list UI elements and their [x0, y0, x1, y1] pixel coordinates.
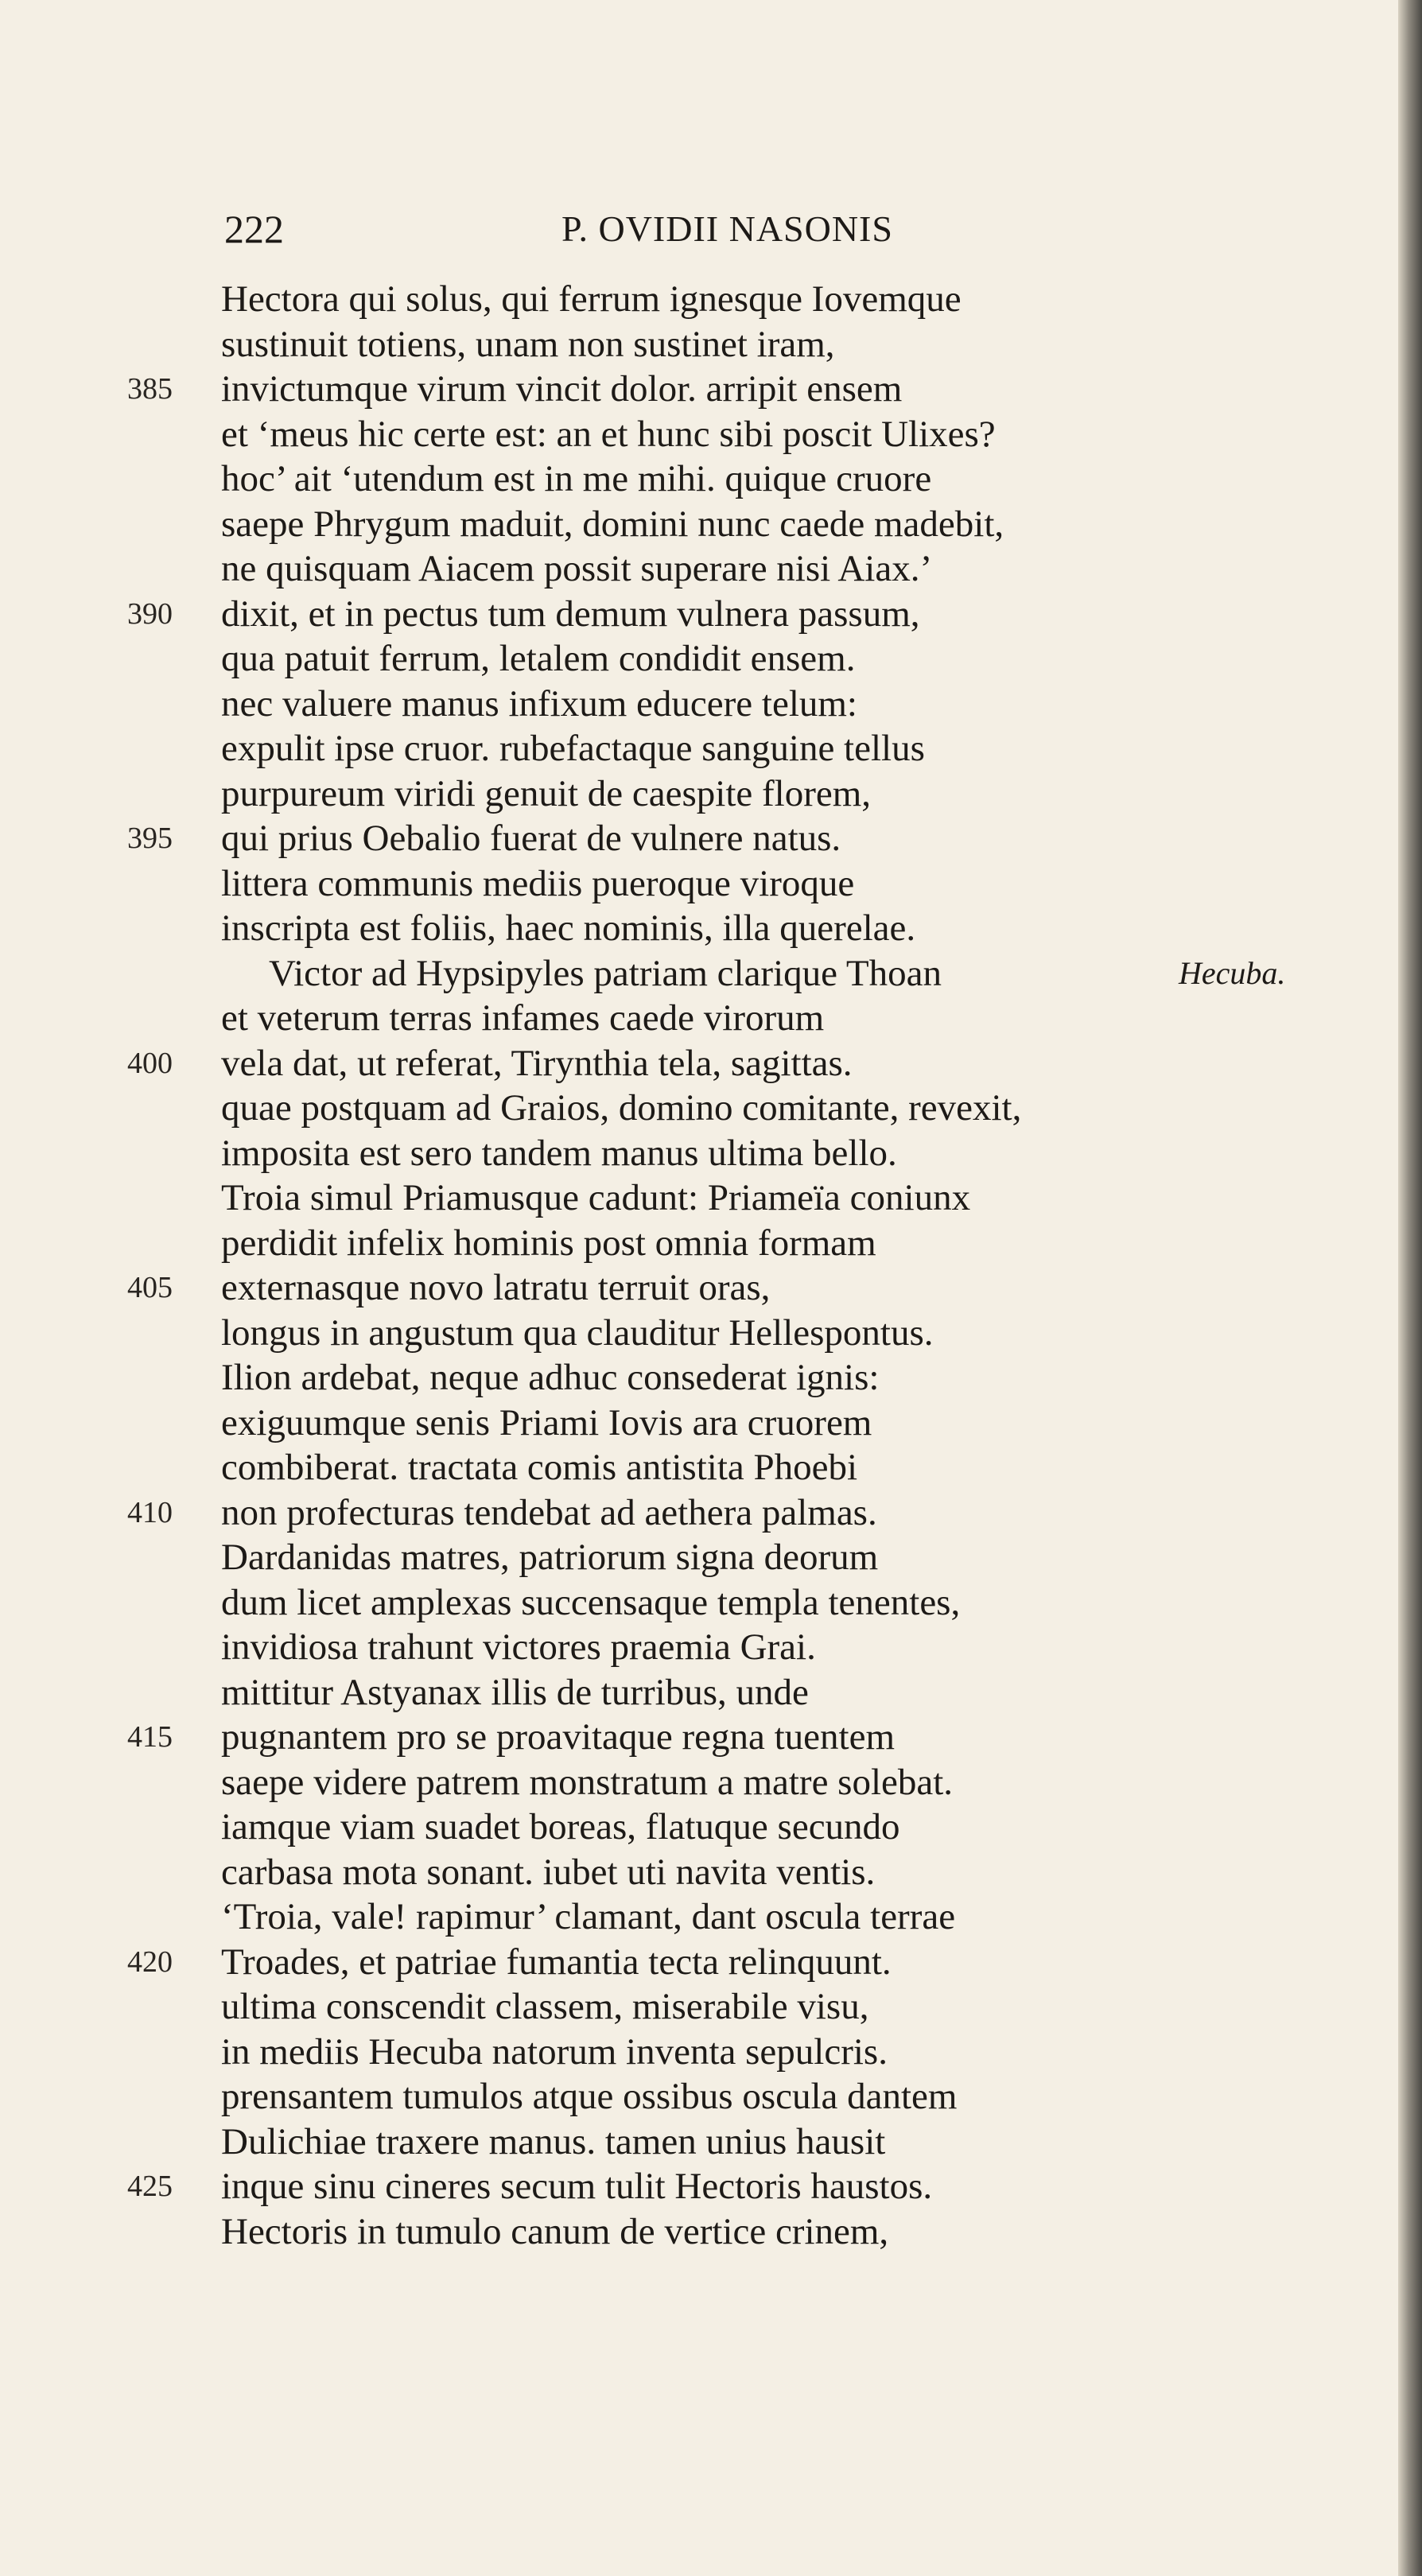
verse-text: purpureum viridi genuit de caespite florem, — [221, 772, 872, 814]
verse-line — [127, 1715, 1368, 1760]
verse-line — [127, 1850, 1368, 1895]
verse-text: Dardanidas matres, patriorum signa deorum — [221, 1537, 879, 1578]
verse-line — [127, 682, 1368, 727]
verse-line — [127, 1445, 1368, 1490]
margin-note: Hecuba. — [1179, 954, 1286, 991]
verse-text: saepe Phrygum maduit, domini nunc caede madebit, — [221, 503, 1004, 545]
verse-text: qua patuit ferrum, letalem condidit ensem. — [221, 638, 856, 679]
verse-text: externasque novo latratu terruit oras, — [221, 1267, 771, 1308]
line-number: 410 — [127, 1495, 173, 1529]
verse-line — [127, 1670, 1368, 1715]
line-number: 385 — [127, 372, 173, 406]
verse-text: perdidit infelix hominis post omnia formam — [221, 1222, 876, 1264]
verse-text: ‘Troia, vale! rapimur’ clamant, dant oscula terrae — [221, 1896, 956, 1937]
verse-line — [127, 2209, 1368, 2255]
verse-text: non profecturas tendebat ad aethera palmas. — [221, 1491, 877, 1533]
verse-text: longus in angustum qua clauditur Hellespontus. — [221, 1311, 934, 1354]
verse-line — [127, 1131, 1368, 1176]
verse-line — [127, 1535, 1368, 1580]
verse-line — [127, 1311, 1368, 1356]
verse-text: Troades, et patriae fumantia tecta relinquunt. — [221, 1941, 892, 1983]
verse-text: exiguumque senis Priami Iovis ara cruorem — [221, 1401, 872, 1443]
verse-line — [127, 1175, 1368, 1221]
verse-line — [127, 546, 1368, 592]
verse-text: iamque viam suadet boreas, flatuque secundo — [221, 1806, 900, 1847]
verse-text: inscripta est foliis, haec nominis, illa querelae. — [221, 907, 916, 949]
verse-text: prensantem tumulos atque ossibus oscula dantem — [221, 2076, 958, 2117]
verse-text: Victor ad Hypsipyles patriam clarique Thoan — [269, 952, 942, 994]
verse-line — [127, 1265, 1368, 1311]
verse-line — [127, 412, 1368, 457]
verse-text: Hectoris in tumulo canum de vertice crinem, — [221, 2210, 889, 2252]
verse-line — [127, 1355, 1368, 1401]
verse-text: Dulichiae traxere manus. tamen unius hausit — [221, 2120, 886, 2162]
verse-line — [127, 636, 1368, 682]
verse-text: ne quisquam Aiacem possit superare nisi Aiax.’ — [221, 548, 933, 589]
verse-line — [127, 2030, 1368, 2075]
verse-text: saepe videre patrem monstratum a matre solebat. — [221, 1761, 954, 1803]
verse-line — [127, 2164, 1368, 2209]
verse-line — [127, 906, 1368, 951]
verse-text: vela dat, ut referat, Tirynthia tela, sagittas. — [221, 1042, 853, 1084]
verse-text: et ‘meus hic certe est: an et hunc sibi poscit Ulixes? — [221, 413, 996, 455]
verse-line — [127, 726, 1368, 771]
verse-line — [127, 1041, 1368, 1086]
verse-text: mittitur Astyanax illis de turribus, unde — [221, 1671, 809, 1713]
verse-text: combiberat. tractata comis antistita Phoebi — [221, 1447, 858, 1488]
verse-text: in mediis Hecuba natorum inventa sepulcris. — [221, 2030, 888, 2073]
verse-text: invictumque virum vincit dolor. arripit ensem — [221, 368, 903, 410]
verse-line — [127, 1221, 1368, 1266]
verse-line — [127, 1984, 1368, 2030]
book-spine-shadow — [1398, 0, 1422, 2576]
verse-text: littera communis mediis pueroque viroque — [221, 862, 855, 904]
verse-line — [127, 1760, 1368, 1805]
verse-text: dum licet amplexas succensaque templa tenentes, — [221, 1581, 961, 1623]
verse-text-block — [127, 277, 1368, 2254]
verse-line — [127, 1580, 1368, 1626]
verse-text: hoc’ ait ‘utendum est in me mihi. quique cruore — [221, 458, 932, 499]
verse-line — [127, 816, 1368, 861]
verse-line — [127, 322, 1368, 367]
verse-text: et veterum terras infames caede virorum — [221, 997, 825, 1039]
running-title: P. OVIDII NASONIS — [561, 208, 893, 249]
verse-text: ultima conscendit classem, miserabile visu, — [221, 1986, 869, 2027]
verse-line — [127, 1894, 1368, 1940]
verse-line — [127, 367, 1368, 412]
verse-line — [127, 951, 1368, 997]
verse-line — [127, 1805, 1368, 1850]
verse-text: qui prius Oebalio fuerat de vulnere natus. — [221, 818, 841, 859]
verse-line — [127, 2119, 1368, 2165]
line-number: 405 — [127, 1271, 173, 1304]
verse-line — [127, 861, 1368, 907]
line-number: 390 — [127, 596, 173, 631]
verse-line — [127, 1086, 1368, 1131]
verse-line — [127, 277, 1368, 322]
verse-text: imposita est sero tandem manus ultima bello. — [221, 1132, 897, 1174]
line-number: 425 — [127, 2170, 173, 2203]
verse-text: expulit ipse cruor. rubefactaque sanguine tellus — [221, 728, 925, 769]
page-number: 222 — [224, 207, 284, 251]
verse-text: Hectora qui solus, qui ferrum ignesque Iovemque — [221, 278, 962, 320]
verse-line — [127, 1625, 1368, 1670]
verse-text: quae postquam ad Graios, domino comitante, revexit, — [221, 1087, 1022, 1129]
verse-text: sustinuit totiens, unam non sustinet iram, — [221, 323, 835, 365]
verse-text: Troia simul Priamusque cadunt: Priameïa coniunx — [221, 1177, 971, 1218]
verse-text: invidiosa trahunt victores praemia Grai. — [221, 1626, 816, 1668]
verse-line — [127, 771, 1368, 817]
line-number: 420 — [127, 1945, 173, 1979]
line-number: 395 — [127, 822, 173, 855]
verse-line — [127, 1940, 1368, 1985]
line-number: 400 — [127, 1046, 173, 1080]
verse-line — [127, 457, 1368, 502]
verse-text: nec valuere manus infixum educere telum: — [221, 682, 857, 725]
verse-text: pugnantem pro se proavitaque regna tuentem — [221, 1716, 896, 1758]
verse-line — [127, 1490, 1368, 1536]
verse-text: carbasa mota sonant. iubet uti navita ventis. — [221, 1851, 876, 1893]
verse-line — [127, 592, 1368, 637]
verse-line — [127, 996, 1368, 1041]
verse-text: inque sinu cineres secum tulit Hectoris haustos. — [221, 2166, 933, 2207]
verse-line — [127, 2074, 1368, 2119]
page-header — [224, 205, 1179, 253]
verse-text: dixit, et in pectus tum demum vulnera passum, — [221, 593, 920, 635]
verse-text: Ilion ardebat, neque adhuc consederat ignis: — [221, 1357, 880, 1398]
line-number: 415 — [127, 1720, 173, 1754]
verse-line — [127, 1401, 1368, 1446]
verse-line — [127, 502, 1368, 547]
